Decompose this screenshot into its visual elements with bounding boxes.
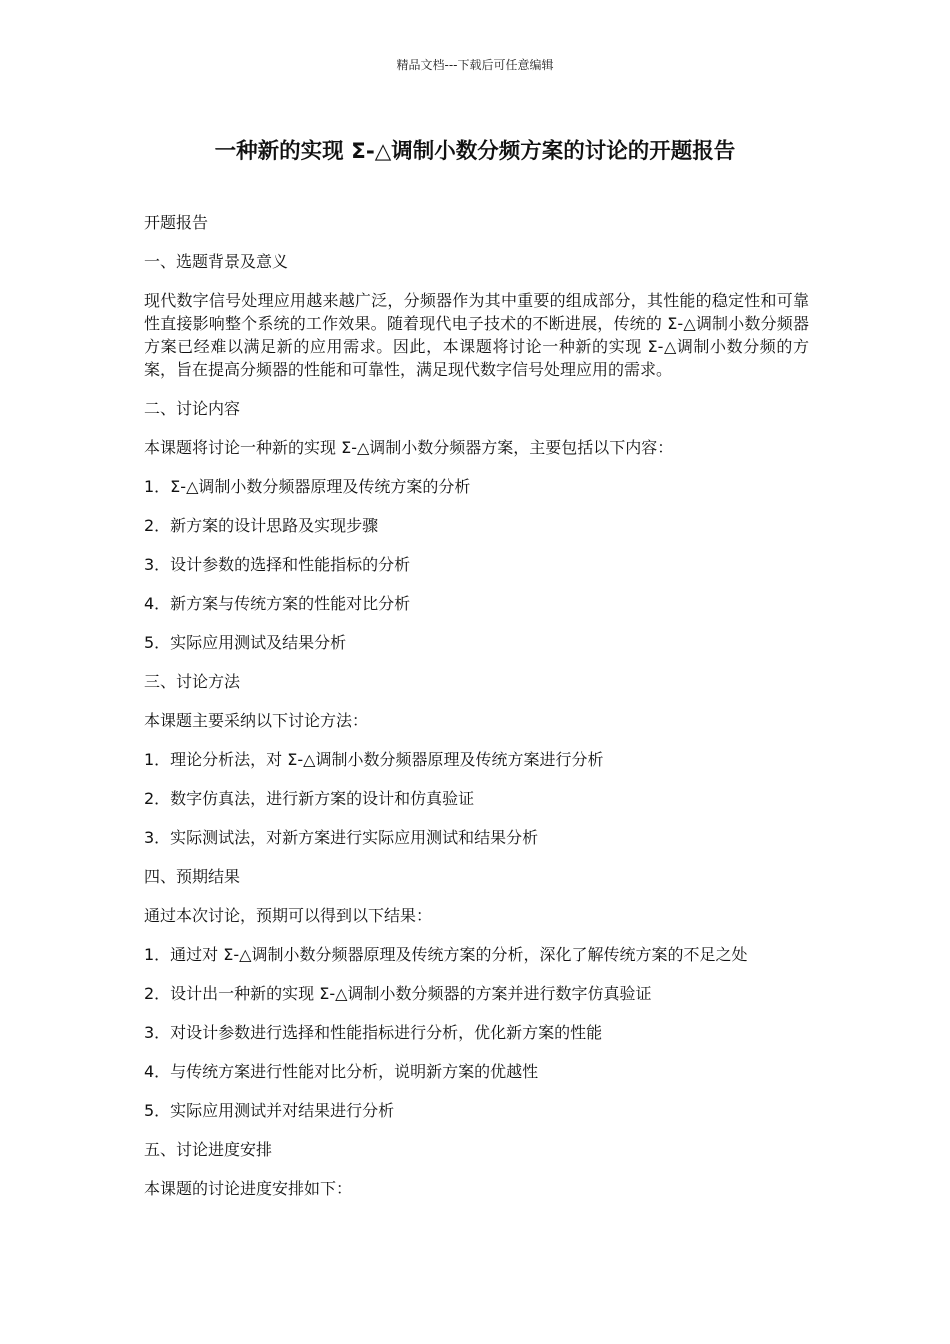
section-heading-schedule: 五、讨论进度安排 [144,1140,273,1159]
list-item: 2．新方案的设计思路及实现步骤 [144,516,379,535]
document-title: 一种新的实现 Σ-△调制小数分频方案的讨论的开题报告 [214,139,736,164]
section-heading-content: 二、讨论内容 [144,399,241,418]
document-body [144,211,809,1216]
methods-intro: 本课题主要采纳以下讨论方法： [144,711,369,730]
list-item: 1．理论分析法，对 Σ-△调制小数分频器原理及传统方案进行分析 [144,750,604,769]
list-item: 3．设计参数的选择和性能指标的分析 [144,555,411,574]
section-heading-methods: 三、讨论方法 [144,672,241,691]
header-note: 精品文档---下载后可任意编辑 [396,58,554,72]
background-paragraph: 现代数字信号处理应用越来越广泛，分频器作为其中重要的组成部分，其性能的稳定性和可靠性直接影响整个系统的工作效果。随着现代电子技术的不断进展，传统的 Σ-△调制小数分频器方案已经难以满足新的应用需求。因此，本课题将讨论一种新的实现 Σ-△调制小数分频的方案，旨在提高分频器的性能和可靠性，满足现代数字信号处理应用的需求。 [144,291,809,379]
list-item: 4．新方案与传统方案的性能对比分析 [144,594,411,613]
list-item: 4．与传统方案进行性能对比分析，说明新方案的优越性 [144,1062,539,1081]
results-intro: 通过本次讨论，预期可以得到以下结果： [144,906,433,925]
list-item: 3．实际测试法，对新方案进行实际应用测试和结果分析 [144,828,539,847]
list-item: 2．数字仿真法，进行新方案的设计和仿真验证 [144,789,475,808]
section-heading-background: 一、选题背景及意义 [144,252,289,271]
list-item: 2．设计出一种新的实现 Σ-△调制小数分频器的方案并进行数字仿真验证 [144,984,652,1003]
section-heading-results: 四、预期结果 [144,867,241,886]
content-intro: 本课题将讨论一种新的实现 Σ-△调制小数分频器方案，主要包括以下内容： [144,438,674,457]
list-item: 3．对设计参数进行选择和性能指标进行分析，优化新方案的性能 [144,1023,603,1042]
schedule-intro: 本课题的讨论进度安排如下： [144,1179,353,1198]
section-label-report: 开题报告 [144,213,209,232]
list-item: 5．实际应用测试及结果分析 [144,633,347,652]
list-item: 1．Σ-△调制小数分频器原理及传统方案的分析 [144,477,471,496]
list-item: 5．实际应用测试并对结果进行分析 [144,1101,395,1120]
list-item: 1．通过对 Σ-△调制小数分频器原理及传统方案的分析，深化了解传统方案的不足之处 [144,945,748,964]
